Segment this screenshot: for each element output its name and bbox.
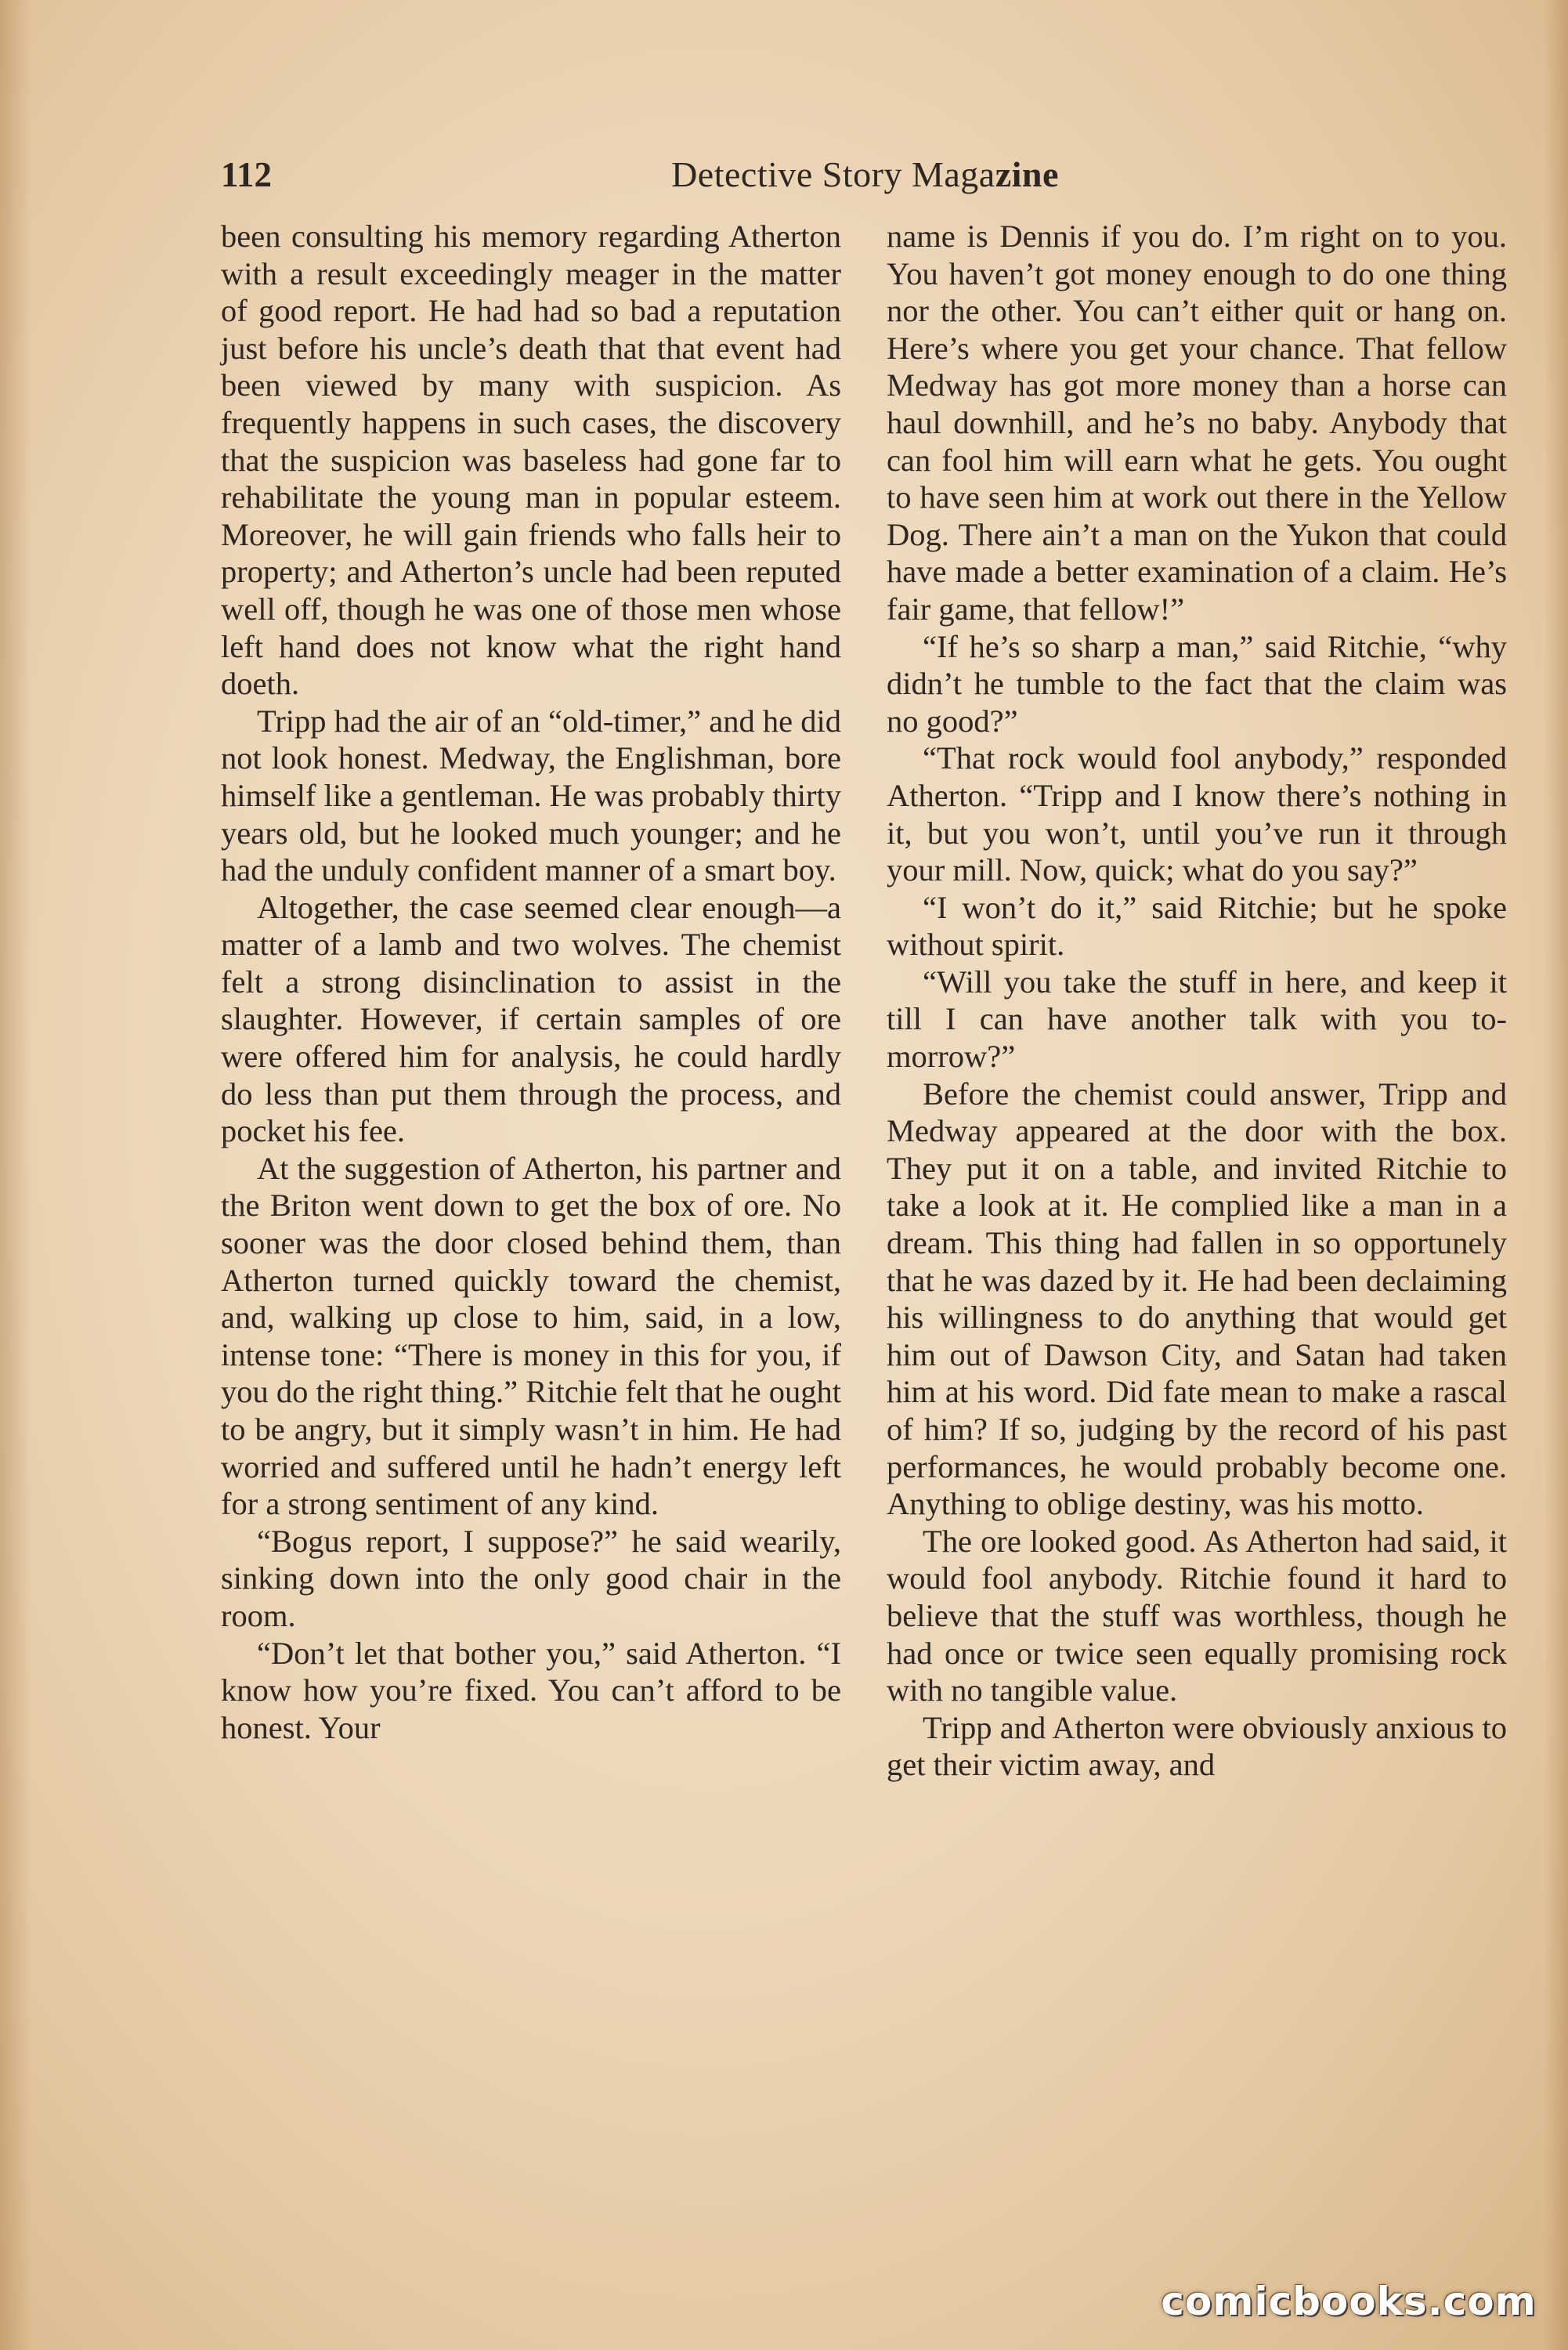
paragraph: “Bogus report, I suppose?” he said wearily, sinking down into the only good chair in the room.: [221, 1523, 841, 1633]
left-column: [221, 218, 841, 1746]
paragraph: Before the chemist could answer, Tripp and Medway appeared at the door with the box. They put it on a table, and invited Ritchie to take a look at it. He complied like a man in a dream. This thing had fallen in so opportunely that he was dazed by it. He had been declaiming his willingness to do anything that would get him out of Dawson City, and Satan had taken him at his word. Did fate mean to make a rascal of him? If so, judging by the record of his past performances, he would probably become one. Anything to oblige destiny, was his motto.: [887, 1076, 1507, 1522]
page-edge-shadow-left: [0, 0, 31, 2350]
paragraph: “That rock would fool anybody,” responded Atherton. “Tripp and I know there’s nothing in it, but you won’t, until you’ve run it through your mill. Now, quick; what do you say?”: [887, 740, 1507, 888]
paragraph: “I won’t do it,” said Ritchie; but he spoke without spirit.: [887, 889, 1507, 963]
running-title-end: zine: [995, 154, 1059, 194]
paragraph: “Don’t let that bother you,” said Atherton. “I know how you’re fixed. You can’t afford to be honest. Your: [221, 1635, 841, 1745]
paragraph: “If he’s so sharp a man,” said Ritchie, “why didn’t he tumble to the fact that the claim was no good?”: [887, 628, 1507, 739]
paragraph: The ore looked good. As Atherton had said, it would fool anybody. Ritchie found it hard to believe that the stuff was worthless, though he had once or twice seen equally promising rock with no tangible value.: [887, 1523, 1507, 1708]
page-edge-shadow-right: [1545, 0, 1568, 2350]
paragraph: Tripp had the air of an “old-timer,” and he did not look honest. Medway, the Englishman, bore himself like a gentleman. He was probably thirty years old, but he looked much younger; and he had the unduly confident manner of a smart boy.: [221, 703, 841, 888]
running-title: [221, 147, 1509, 202]
watermark-logo: comicbooks.com: [1161, 2279, 1537, 2324]
page-number: 112: [221, 155, 273, 194]
paragraph: Tripp and Atherton were obviously anxious to get their victim away, and: [887, 1709, 1507, 1783]
paragraph: At the suggestion of Atherton, his partner and the Briton went down to get the box of ore. No sooner was the door closed behind them, than Atherton turned quickly toward the chemist, and, walking up close to him, said, in a low, intense tone: “There is money in this for you, if you do the right thing.” Ritchie felt that he ought to be angry, but it simply wasn’t in him. He had worried and suffered until he hadn’t energy left for a strong sentiment of any kind.: [221, 1150, 841, 1522]
paragraph: name is Dennis if you do. I’m right on to you. You haven’t got money enough to do one thing nor the other. You can’t either quit or hang on. Here’s where you get your chance. That fellow Medway has got more money than a horse can haul downhill, and he’s no baby. Anybody that can fool him will earn what he gets. You ought to have seen him at work out there in the Yellow Dog. There ain’t a man on the Yukon that could have made a better examination of a claim. He’s fair game, that fellow!”: [887, 219, 1507, 627]
paragraph: been consulting his memory regarding Atherton with a result exceedingly meager in the matter of good report. He had had so bad a reputation just before his uncle’s death that that event had been viewed by many with suspicion. As frequently happens in such cases, the discovery that the suspicion was baseless had gone far to rehabilitate the young man in popular esteem. Moreover, he will gain friends who falls heir to property; and Atherton’s uncle had been reputed well off, though he was one of those men whose left hand does not know what the right hand doeth.: [221, 219, 841, 702]
right-column: [887, 218, 1507, 1784]
running-title-main: Detective Story Maga: [671, 154, 995, 194]
paragraph: “Will you take the stuff in here, and keep it till I can have another talk with you to-morrow?”: [887, 964, 1507, 1075]
page-header: [221, 147, 1509, 202]
paragraph: Altogether, the case seemed clear enough—a matter of a lamb and two wolves. The chemist felt a strong disinclination to assist in the slaughter. However, if certain samples of ore were offered him for analysis, he could hardly do less than put them through the process, and pocket his fee.: [221, 889, 841, 1149]
